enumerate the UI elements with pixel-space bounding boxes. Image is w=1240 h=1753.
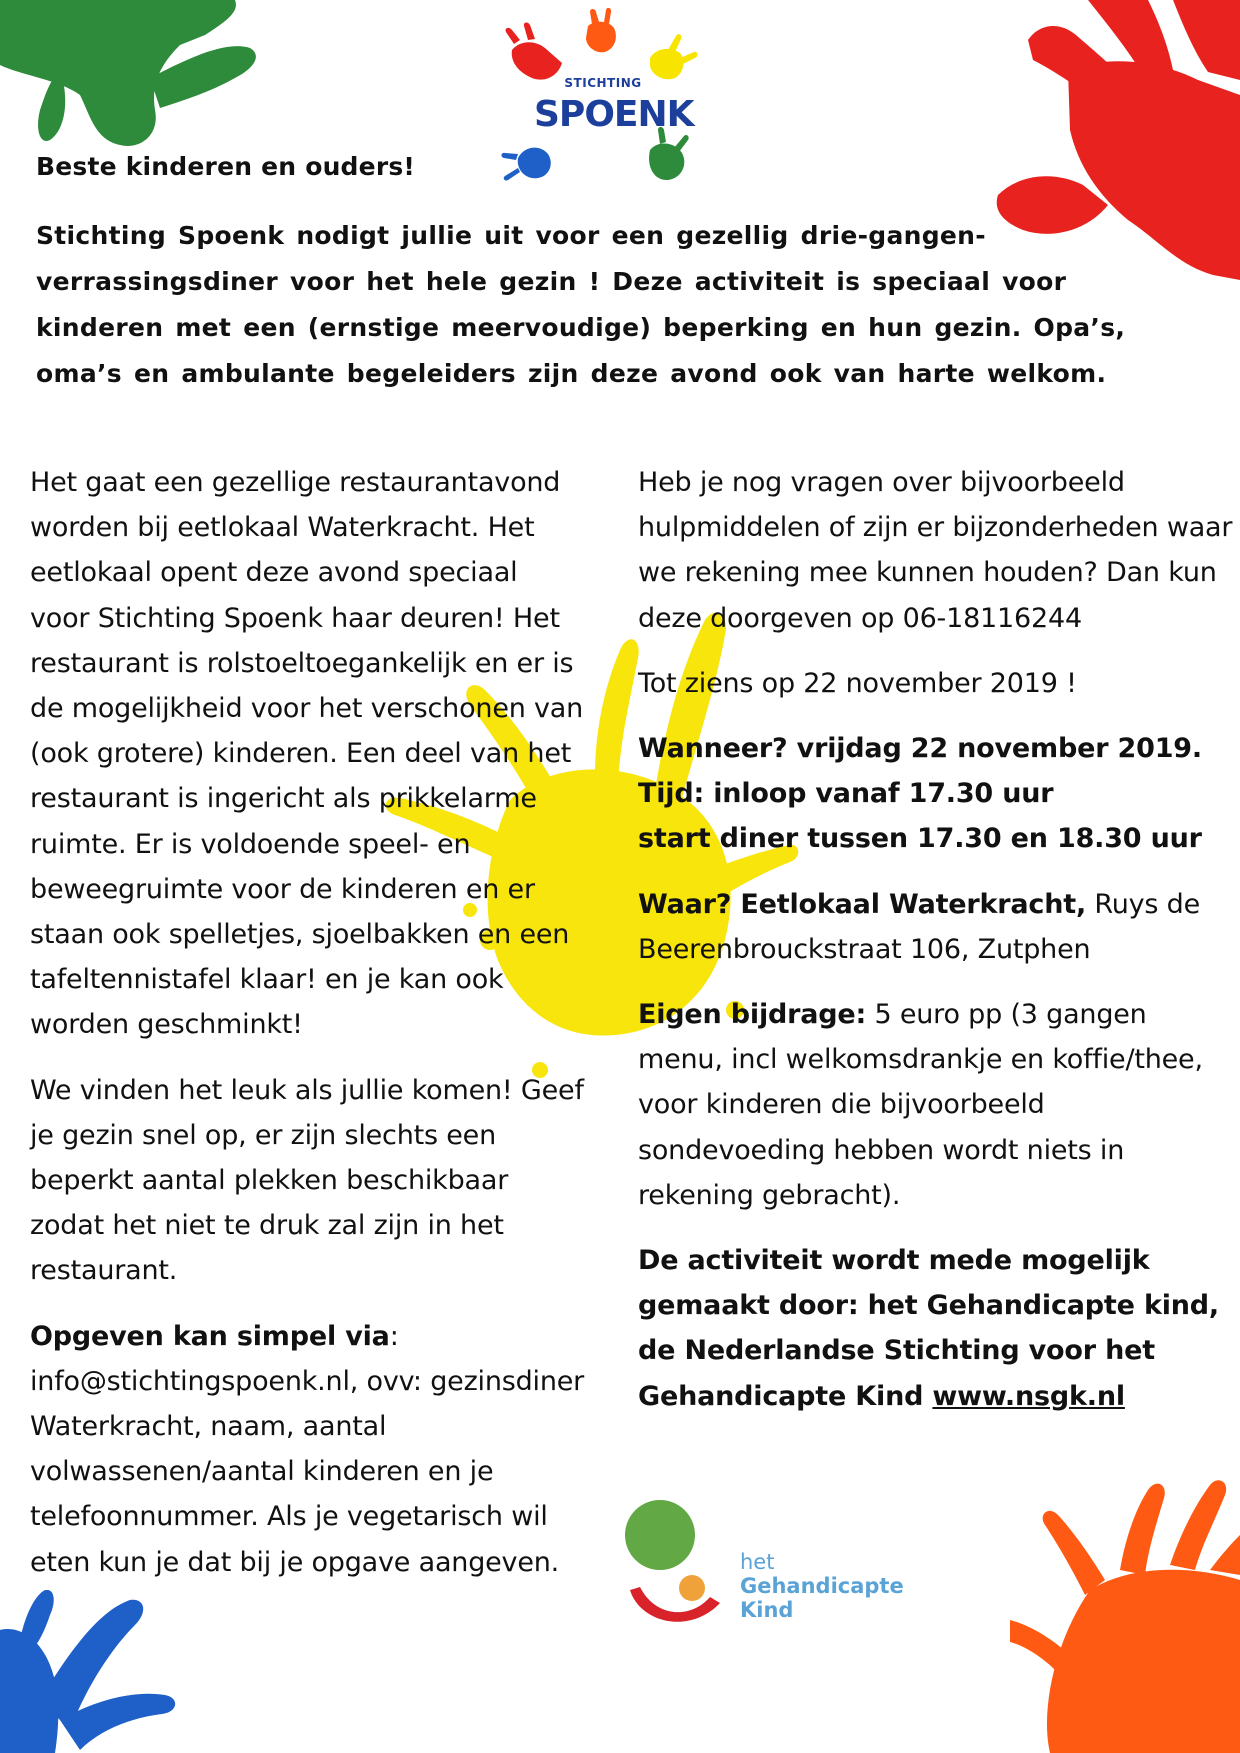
contribution-label: Eigen bijdrage: xyxy=(638,999,867,1031)
partner-logo-line-3: Kind xyxy=(740,1598,794,1622)
location-label: Waar? Eetlokaal Waterkracht, xyxy=(638,888,1087,920)
nsgk-link[interactable]: www.nsgk.nl xyxy=(932,1380,1125,1412)
time-line: Tijd: inloop vanaf 17.30 uur xyxy=(638,778,1054,810)
contribution-details: 5 euro pp (3 gangen menu, incl welkomsdrankje en koffie/thee, voor kinderen die bijvoorbeeld sondevoeding hebben wordt niets in rekening gebracht). xyxy=(638,999,1203,1211)
sponsor-text: De activiteit wordt mede mogelijk gemaakt door: het Gehandicapte kind, de Nederlandse Stichting voor het Gehandicapte Kind xyxy=(638,1245,1219,1412)
left-column xyxy=(30,460,585,1605)
see-you-line: Tot ziens op 22 november 2019 ! xyxy=(638,667,1077,699)
signup-colon: : xyxy=(389,1320,399,1352)
logo-spoenk-text: SPOENK xyxy=(534,94,694,135)
intro-paragraph: Stichting Spoenk nodigt jullie uit voor een gezellig drie-gangen-verrassingsdiner voor het hele gezin ! Deze activiteit is speciaal voor kinderen met een (ernstige meervoudige) beperking en hun gezin. Opa’s, oma’s en ambulante begeleiders zijn deze avond ook van harte welkom. xyxy=(36,221,1126,388)
when-line: Wanneer? vrijdag 22 november 2019. xyxy=(638,733,1202,765)
dinner-time-line: start diner tussen 17.30 en 18.30 uur xyxy=(638,823,1202,855)
signup-instructions xyxy=(30,1314,585,1585)
partner-logo-line-1: het xyxy=(740,1550,775,1574)
signup-encouragement: We vinden het leuk als jullie komen! Geef je gezin snel op, er zijn slechts een beperkt aantal plekken beschikbaar zodat het niet te druk zal zijn in het restaurant. xyxy=(30,1074,584,1287)
partner-logo-line-2: Gehandicapte xyxy=(740,1574,904,1598)
greeting-heading: Beste kinderen en ouders! xyxy=(36,152,416,181)
right-column xyxy=(638,460,1238,1439)
logo-stichting-text: STICHTING xyxy=(564,76,642,90)
questions-paragraph: Heb je nog vragen over bijvoorbeeld hulpmiddelen of zijn er bijzonderheden waar we rekening mee kunnen houden? Dan kun deze doorgeven op 06-18116244 xyxy=(638,467,1233,634)
sponsor-paragraph xyxy=(638,1238,1238,1419)
event-details xyxy=(638,726,1238,862)
restaurant-description: Het gaat een gezellige restaurantavond worden bij eetlokaal Waterkracht. Het eetlokaal opent deze avond speciaal voor Stichting Spoenk haar deuren! Het restaurant is rolstoeltoegankelijk en er is de mogelijkheid voor het verschonen van (ook grotere) kinderen. Een deel van het restaurant is ingericht als prikkelarme ruimte. Er is voldoende speel- en beweegruimte voor de kinderen en er staan ook spelletjes, sjoelbakken en een tafeltennistafel klaar! en je kan ook worden geschminkt! xyxy=(30,467,584,1041)
location-paragraph xyxy=(638,882,1238,972)
contribution-paragraph xyxy=(638,992,1238,1218)
location-address: Ruys de Beerenbrouckstraat 106, Zutphen xyxy=(638,888,1201,965)
signup-label: Opgeven kan simpel via xyxy=(30,1320,390,1352)
signup-details: info@stichtingspoenk.nl, ovv: gezinsdiner Waterkracht, naam, aantal volwassenen/aantal kinderen en je telefoonnummer. Als je vegetarisch wil eten kun je dat bij je opgave aangeven. xyxy=(30,1365,585,1578)
